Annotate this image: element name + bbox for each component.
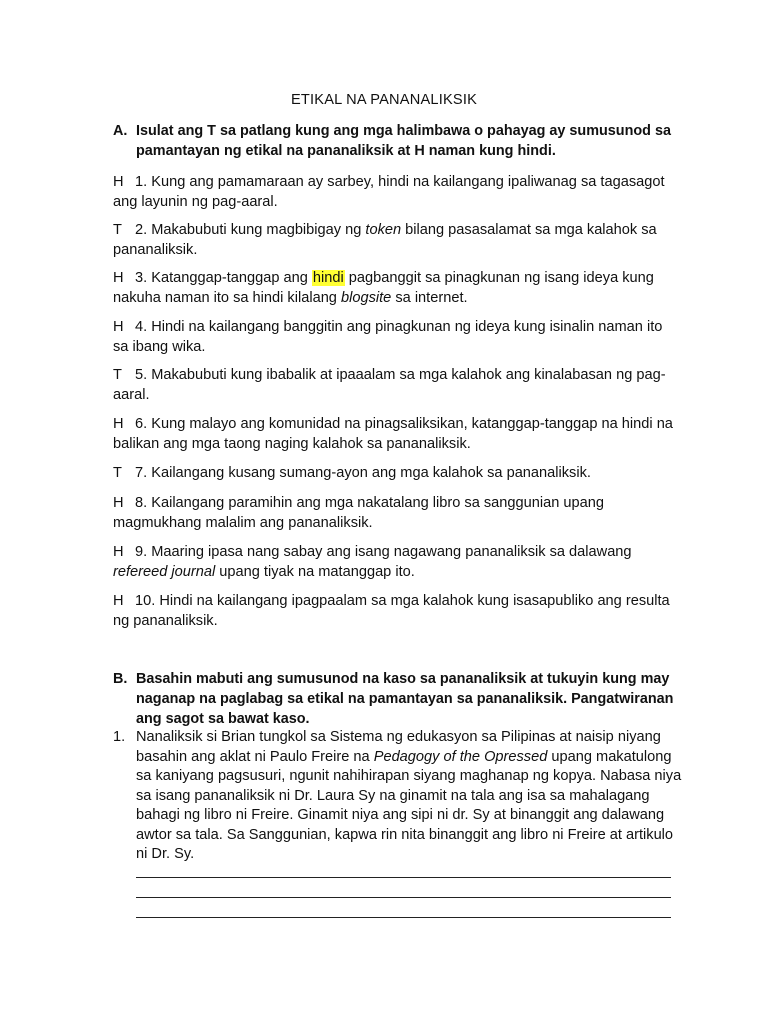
section-b-instruction-text: Basahin mabuti ang sumusunod na kaso sa pananaliksik at tukuyin kung may naganap na paglabag sa etikal na pamantayan sa pananaliksik. Pangatwiranan ang sagot sa bawat kaso. — [136, 671, 674, 727]
list-item — [113, 463, 673, 483]
section-a-instruction — [113, 121, 683, 161]
italic-term: refereed journal — [113, 564, 216, 580]
list-item — [113, 220, 673, 260]
answer-line[interactable] — [136, 897, 671, 898]
answer-mark: T — [113, 222, 122, 238]
statement-text-part: 9. Maaring ipasa nang sabay ang isang nagawang pananaliksik sa dalawang — [135, 544, 632, 560]
section-a-letter: A. — [113, 123, 128, 139]
case-text-part: upang makatulong sa kaniyang pagsusuri, ngunit nahihirapan siyang maghanap ng kopya. Nabasa niya sa isang pananaliksik ni Dr. Laura Sy na ginamit na tala ang isa sa mahalagang bahagi ng libro ni Freire. Ginamit niya ang sipi ni dr. Sy at binanggit ang dalawang awtor sa tala. Sa Sanggunian, kapwa rin nita binanggit ang libro ni Freire at artikulo ni Dr. Sy. — [136, 748, 682, 862]
section-b-letter: B. — [113, 671, 128, 687]
statement-text: 10. Hindi na kailangang ipagpaalam sa mga kalahok kung isasapubliko ang resulta ng pananaliksik. — [113, 593, 670, 629]
statement-text — [113, 222, 657, 258]
case-number: 1. — [113, 729, 126, 745]
answer-mark: H — [113, 174, 124, 190]
answer-mark: H — [113, 270, 124, 286]
answer-mark: H — [113, 319, 124, 335]
list-item — [113, 414, 673, 454]
answer-mark: H — [113, 495, 124, 511]
list-item — [113, 172, 673, 212]
list-item — [113, 542, 673, 582]
statement-text — [113, 544, 632, 580]
italic-term: token — [365, 222, 402, 238]
list-item — [113, 365, 673, 405]
statement-text-part: bilang pasasalamat sa mga kalahok sa pananaliksik. — [113, 222, 657, 258]
answer-mark: T — [113, 465, 122, 481]
section-b-instruction — [113, 669, 683, 729]
case-text — [136, 728, 683, 865]
book-title: Pedagogy of the Opressed — [373, 748, 548, 765]
statement-text: 6. Kung malayo ang komunidad na pinagsaliksikan, katanggap-tanggap na hindi na balikan ang mga taong naging kalahok sa pananaliksik. — [113, 416, 673, 452]
case-text-part: Nanaliksik si Brian tungkol sa Sistema ng edukasyon sa Pilipinas at naisip niyang basahin ang aklat ni Paulo Freire na — [136, 729, 661, 765]
answer-line[interactable] — [136, 877, 671, 878]
answer-line[interactable] — [136, 917, 671, 918]
case-item — [113, 728, 683, 865]
statement-text: 5. Makabubuti kung ibabalik at ipaaalam sa mga kalahok ang kinalabasan ng pag-aaral. — [113, 367, 666, 403]
list-item — [113, 317, 673, 357]
answer-mark: H — [113, 593, 124, 609]
statement-text — [113, 270, 654, 306]
highlighted-word: hindi — [312, 270, 344, 286]
list-item — [113, 493, 673, 533]
statement-text: 1. Kung ang pamamaraan ay sarbey, hindi na kailangang ipaliwanag sa tagasagot ang layunin ng pag-aaral. — [113, 174, 665, 210]
statement-text: 4. Hindi na kailangang banggitin ang pinagkunan ng ideya kung isinalin naman ito sa ibang wika. — [113, 319, 663, 355]
answer-mark: H — [113, 544, 124, 560]
statement-text-part: 2. Makabubuti kung magbibigay ng — [135, 222, 366, 238]
list-item — [113, 591, 673, 631]
statement-text: 8. Kailangang paramihin ang mga nakatalang libro sa sanggunian upang magmukhang malalim ang pananaliksik. — [113, 495, 604, 531]
page-title: ETIKAL NA PANANALIKSIK — [290, 92, 478, 108]
list-item — [113, 268, 673, 308]
statement-text: 7. Kailangang kusang sumang-ayon ang mga kalahok sa pananaliksik. — [135, 465, 591, 481]
statement-text-part: sa internet. — [391, 290, 468, 306]
italic-term: blogsite — [340, 290, 392, 306]
answer-mark: H — [113, 416, 124, 432]
statement-text-part: 3. Katanggap-tanggap ang — [135, 270, 312, 286]
statement-text-part: pagbanggit sa pinagkunan ng isang ideya kung nakuha naman ito sa hindi kilalang — [113, 270, 654, 306]
answer-mark: T — [113, 367, 122, 383]
section-a-instruction-text: Isulat ang T sa patlang kung ang mga halimbawa o pahayag ay sumusunod sa pamantayan ng etikal na pananaliksik at H naman kung hindi. — [136, 123, 671, 159]
statement-text-part: upang tiyak na matanggap ito. — [215, 564, 415, 580]
